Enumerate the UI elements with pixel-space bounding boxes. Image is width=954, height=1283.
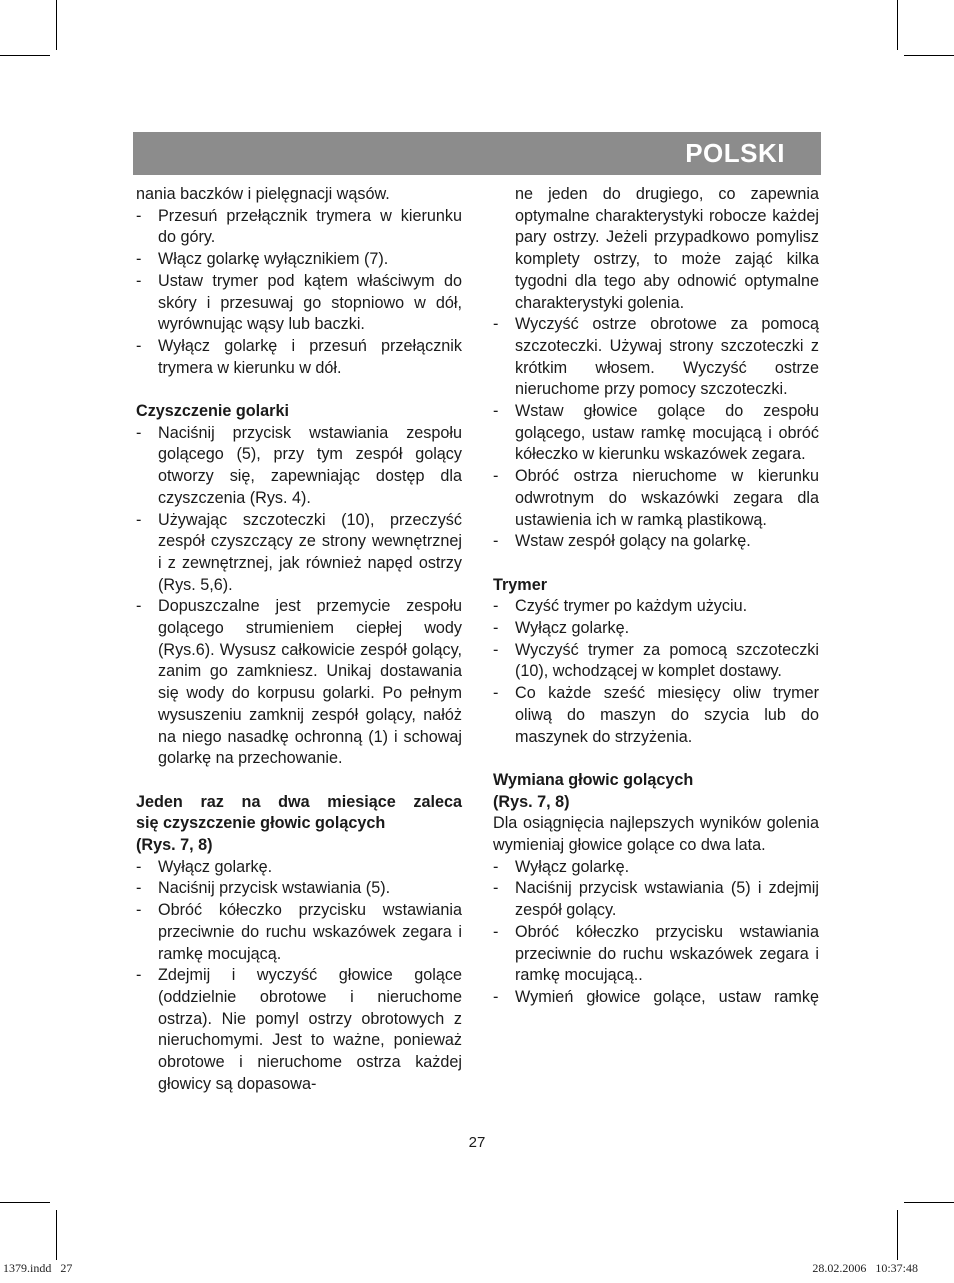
list-item: - Wyłącz golarkę i przesuń przełącznik trymera w kierunku w dół. (136, 336, 462, 377)
section-heading-replacement: Wymiana głowic golących (493, 770, 694, 789)
crop-mark (56, 1210, 57, 1260)
list-item: - Wymień głowice golące, ustaw ramkę (493, 987, 819, 1006)
section-heading-replacement: (Rys. 7, 8) (493, 792, 570, 811)
list-item: - Naciśnij przycisk wstawiania (5) i zdejmij zespół golący. (493, 879, 819, 920)
crop-mark (0, 55, 50, 56)
list-item: - Naciśnij przycisk wstawiania zespołu golącego (5), przy tym zespół golący otworzy się, zapewniając dostęp dla czyszczenia (Rys. 4). (136, 423, 462, 507)
list-item: - Wyłącz golarkę. (493, 619, 630, 638)
list-item: - Wyczyść ostrze obrotowe za pomocą szczoteczki. Używaj strony szczoteczki z krótkim włosem. Wyczyść ostrze nieruchome przy pomocy szczoteczki. (493, 315, 819, 399)
list-item: - Wyłącz golarkę. (136, 857, 273, 876)
list-item: - Używając szczoteczki (10), przeczyść zespół czyszczący ze strony wewnętrznej i z zewnętrznej, jak również napęd ostrzy (Rys. 5,6). (136, 510, 462, 594)
list-item: - Wstaw głowice golące do zespołu golącego, ustaw ramkę mocującą i obróć kółeczko w kierunku wskazówek zegara. (493, 402, 819, 464)
crop-mark (904, 55, 954, 56)
list-item: - Wyczyść trymer za pomocą szczoteczki (10), wchodzącej w komplet dostawy. (493, 640, 819, 681)
left-column (136, 184, 462, 1096)
section-heading-cleaning: Czyszczenie golarki (136, 402, 289, 421)
list-item: - Co każde sześć miesięcy oliw trymer oliwą do maszyn do szycia lub do maszynek do strzyżenia. (493, 684, 819, 746)
list-item: - Czyść trymer po każdym użyciu. (493, 597, 748, 616)
list-item: - Wyłącz golarkę. (493, 857, 630, 876)
list-item: - Włącz golarkę wyłącznikiem (7). (136, 250, 389, 269)
section-heading-bimonthly: (Rys. 7, 8) (136, 836, 213, 855)
intro-text: nania baczków i pielęgnacji wąsów. (136, 185, 390, 203)
list-item: - Wstaw zespół golący na golarkę. (493, 532, 751, 551)
crop-mark (904, 1202, 954, 1203)
list-item: - Obróć kółeczko przycisku wstawiania przeciwnie do ruchu wskazówek zegara i ramkę mocującą.. (493, 922, 819, 985)
crop-mark (897, 0, 898, 50)
list-item: - Dopuszczalne jest przemycie zespołu golącego strumieniem ciepłej wody (Rys.6). Wysusz całkowicie zespół golący, zanim go zamkniesz. Unikaj dostawania się wody do korpusu golarki. Po pełnym wysuszeniu zamknij zespół golący, nałóż na niego nasadkę ochronną (1) i schowaj golarkę na przechowanie. (136, 597, 462, 768)
crop-mark (56, 0, 57, 50)
list-item: - Naciśnij przycisk wstawiania (5). (136, 879, 391, 898)
right-column (493, 184, 819, 1009)
list-item: - Zdejmij i wyczyść głowice golące (oddzielnie obrotowe i nieruchome ostrza). Nie pomyl ostrzy obrotowych z nieruchomymi. Jest to ważne, ponieważ obrotowe i nieruchome ostrza każdej głowicy są dopasowa- (136, 966, 462, 1093)
list-item: - Obróć kółeczko przycisku wstawiania przeciwnie do ruchu wskazówek zegara i ramkę mocującą. (136, 901, 462, 963)
section-heading-trimmer: Trymer (493, 575, 547, 594)
section-heading-bimonthly: Jeden raz na dwa miesiące zaleca (136, 792, 462, 811)
language-header-bar (133, 132, 821, 175)
print-slug-file: 1379.indd 27 (3, 1261, 73, 1275)
crop-mark (897, 1210, 898, 1260)
continuation-text: ne jeden do drugiego, co zapewnia optymalne charakterystyki robocze każdej pary ostrzy. Jeżeli przypadkowo pomylisz komplety ostrzy, to może zająć kilka tygodni dla tego aby odnowić optymalne charakterystyki golenia. (515, 185, 819, 312)
list-item: - Ustaw trymer pod kątem właściwym do skóry i przesuwaj go stopniowo w dół, wyrównując wąsy lub baczki. (136, 271, 462, 334)
section-heading-bimonthly: się czyszczenie głowic golących (136, 814, 386, 833)
replacement-intro: Dla osiągnięcia najlepszych wyników golenia wymieniaj głowice golące co dwa lata. (493, 814, 819, 855)
page-number: 27 (468, 1134, 486, 1151)
list-item: - Przesuń przełącznik trymera w kierunku do góry. (136, 206, 462, 247)
language-title: POLSKI (685, 138, 785, 168)
crop-mark (0, 1202, 50, 1203)
list-item: - Obróć ostrza nieruchome w kierunku odwrotnym do wskazówki zegara dla ustawienia ich w ramką plastikową. (493, 467, 819, 529)
print-slug-timestamp: 28.02.2006 10:37:48 (812, 1261, 918, 1275)
